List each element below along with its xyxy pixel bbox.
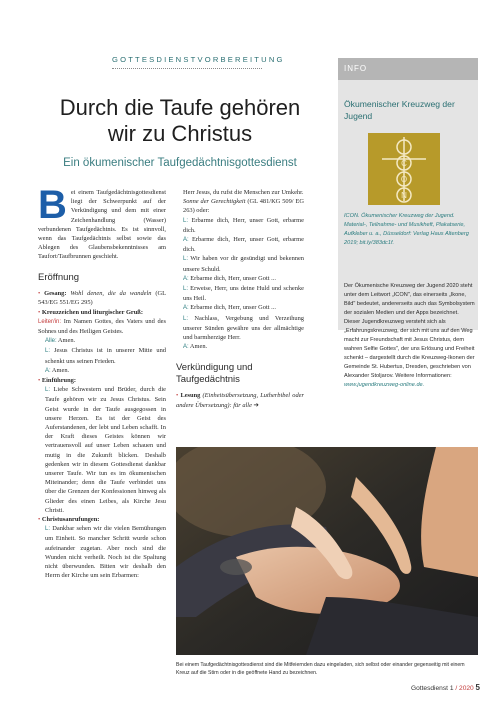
role-l: L:	[45, 526, 51, 533]
bullet-icon: •	[38, 290, 41, 298]
article-title-line1: Durch die Taufe gehören	[59, 95, 301, 120]
role-a: A:	[45, 367, 51, 374]
role-a: A:	[183, 275, 189, 282]
l2-line	[38, 385, 166, 515]
l7-text: Nachlass, Vergebung und Verzeihung unserer Sünden gewähre uns der allmächtige und barmherzige Herr.	[183, 314, 304, 342]
l1-line	[38, 346, 166, 365]
leiter-text: Im Namen Gottes, des Vaters und des Sohnes und des Heiligen Geistes.	[38, 317, 166, 335]
role-l: L:	[183, 217, 189, 224]
a6-text: Erbarme dich, Herr, unser Gott ...	[190, 304, 276, 312]
logo-letter: O	[400, 175, 408, 184]
role-a: A:	[183, 344, 189, 351]
l1-text: Jesus Christus ist in unserer Mitte und schenkt uns seinen Frieden.	[45, 347, 166, 365]
role-l: L:	[183, 286, 189, 293]
col2-p2-rest: (GL 481/KG 509/ EG 263) oder:	[183, 198, 304, 215]
a7-line	[176, 342, 304, 352]
heading-verkuendigung	[176, 362, 304, 385]
gesang-ref: (GL 543/EG 551/EG 295)	[38, 290, 166, 307]
bullet-icon: •	[38, 376, 41, 384]
col2-p1: Herr Jesus, du rufst die Menschen zur Umkehr.	[183, 189, 304, 196]
footer-issue: 1	[449, 685, 454, 692]
gesang-title: Wohl denen, die da wandeln	[70, 290, 152, 298]
icon-logo	[368, 133, 440, 205]
page-number: 5	[475, 683, 480, 692]
info-body-text: Der Ökumenische Kreuzweg der Jugend 2020 steht unter dem Leitwort „ICON", das einerseits „Ikone, Bild" bedeutet, andererseits auch das Symbolsystem der sozialen Medien und der Apps bezeichnet. Dieser Jugendkreuzweg versteht sich als „Erfahrungskreuzweg, der sich mit uns auf den Weg macht zur Freundschaft mit Jesus Christus, dem wahren Selfie Gottes", der uns Erlösung und Freiheit schenkt – dargestellt durch die Kreuzweg-Ikonen der Gemeinde St. Hubertus, Dresden, geschrieben von Alexander Stoljarov. Weitere Informationen:	[344, 283, 475, 379]
l6-text: Erweise, Herr, uns deine Huld und schenke uns Heil.	[183, 285, 304, 303]
christus-label: Christusanrufungen:	[41, 516, 100, 523]
col2-p2-italic: Sonne der Gerechtigkeit	[183, 198, 246, 206]
lesung-label: Lesung	[180, 392, 201, 400]
bullet-icon: •	[38, 516, 41, 523]
drop-cap: B	[38, 183, 67, 227]
heading-verkuendigung-line2: Taufgedächtnis	[176, 373, 240, 385]
role-l: L:	[45, 348, 51, 355]
gesang-label: Gesang:	[44, 290, 67, 298]
alle-line	[38, 336, 166, 346]
bullet-icon: •	[38, 308, 41, 316]
l3-text: Dankbar sehen wir die vielen Bemühungen um Einheit. So mancher Schritt wurde schon aufeinander zugetan. Aber noch sind die Wunden nicht verheilt. Noch ist die Spaltung nicht überwunden. Bitten wir deshalb den Herrn der Kirche um sein Erbarmen:	[45, 525, 166, 580]
intro-paragraph	[38, 183, 166, 262]
lesung-text: (Einheitsübersetzung, Lutherbibel oder andere Übersetzung): für alle	[176, 392, 304, 409]
einfuehrung-label: Einführung:	[41, 376, 76, 384]
a5-line	[176, 274, 304, 284]
role-alle: Alle:	[45, 338, 57, 345]
column-1	[38, 183, 166, 580]
a1-line	[38, 366, 166, 376]
l4-line	[176, 216, 304, 235]
role-leiter: Leiter/in:	[38, 318, 62, 325]
article-title-line2: wir zu Christus	[107, 121, 253, 146]
l5-line	[176, 254, 304, 273]
intro-text: ei einem Taufgedächtnisgottesdienst liegt der Schwerpunkt auf der Verkündigung und dem mit einer Zeichenhandlung (Wasser) verbundenen Taufgedächtnis. Es ist sinnvoll, wenn das Taufgedächtnis selbst sowie das Ablegen des Glaubensbekenntnisses am Taufort/Taufbrunnen geschieht.	[38, 189, 166, 261]
kreuzzeichen-item	[38, 308, 166, 317]
continue-arrow-icon: ➔	[253, 400, 259, 409]
heading-eroeffnung: Eröffnung	[38, 271, 80, 283]
info-caption: ICON. Ökumenischer Kreuzweg der Jugend. Material-, Teilnahme- und Musikheft, Plakatserie, Aufkleber u. a., Düsseldorf: Verlag Haus Altenberg 2019; bit.ly/383dc1f.	[344, 213, 469, 246]
info-title: Ökumenischer Kreuzweg der Jugend	[344, 99, 455, 121]
article-title	[30, 95, 330, 147]
l5-text: Wir haben vor dir gesündigt und bekennen unsere Schuld.	[183, 255, 304, 273]
leiter-line	[38, 317, 166, 336]
footer-separator: /	[455, 685, 458, 692]
heading-verkuendigung-line1: Verkündigung und	[176, 362, 253, 374]
l4-text: Erbarme dich, Herr, unser Gott, erbarme dich.	[183, 216, 304, 234]
hands-photo-graphic	[176, 447, 478, 655]
kicker-divider	[112, 68, 262, 69]
l2-text: Liebe Schwestern und Brüder, durch die Taufe gehören wir zu Jesus Christus. Sein Geist wurde in der Taufe ausgegossen in unsere Herzen. Es ist der Geist des Auferstandenen, der lebt und Leben schafft. In der Kraft dieses Geistes können wir vertrauensvoll auf unser Leben schauen und mutig in die Zukunft blicken. Deshalb gedenken wir in diesem Gottesdienst dankbar unserer Taufe. Wir tun es im ökumenischen Miteinander; denn die Taufe verbindet uns über die Grenzen der Konfessionen hinweg als Glieder des einen Leibes, als Kirche Jesu Christi.	[45, 386, 166, 514]
role-a: A:	[183, 305, 189, 312]
logo-letter: I	[402, 143, 406, 152]
a5-text: Erbarme dich, Herr, unser Gott ...	[190, 274, 276, 282]
info-body	[344, 282, 476, 390]
info-label: INFO	[338, 58, 478, 80]
role-a: A:	[183, 237, 189, 244]
a6-line	[176, 303, 304, 313]
footer-year: 2020	[459, 685, 474, 692]
kreuzzeichen-label: Kreuzzeichen und liturgischer Gruß:	[41, 308, 143, 316]
photo-caption: Bei einem Taufgedächtnisgottesdienst sind die Mitfeiernden dazu eingeladen, sich selbst oder einander gegenseitig mit einem Kreuz auf die Stirn oder in die geöffnete Hand zu bezeichnen.	[176, 662, 465, 676]
photo-hands	[176, 447, 478, 655]
role-l: L:	[45, 387, 51, 394]
article-subtitle: Ein ökumenischer Taufgedächtnisgottesdienst	[63, 157, 297, 169]
a4-text: Erbarme dich, Herr, unser Gott, erbarme dich.	[183, 236, 304, 254]
bullet-icon: •	[176, 392, 179, 400]
logo-letter: C	[401, 159, 407, 168]
col2-p2	[176, 197, 304, 215]
page-footer	[380, 683, 480, 692]
alle-text: Amen.	[57, 337, 76, 345]
logo-letter: N	[401, 191, 407, 200]
column-2	[176, 188, 304, 410]
info-link[interactable]: www.jugendkreuzweg-online.de.	[344, 382, 425, 388]
section-kicker: GOTTESDIENSTVORBEREITUNG	[112, 55, 285, 64]
l7-line	[176, 314, 304, 343]
christus-item	[38, 515, 166, 524]
l3-line	[38, 524, 166, 580]
einfuehrung-item	[38, 376, 166, 385]
footer-magazine: Gottesdienst	[410, 685, 448, 692]
lesung-item	[176, 391, 304, 409]
l6-line	[176, 284, 304, 303]
a7-text: Amen.	[189, 343, 208, 351]
role-l: L:	[183, 256, 189, 263]
role-l: L:	[183, 315, 189, 322]
icon-logo-graphic	[368, 133, 440, 205]
a4-line	[176, 235, 304, 254]
gesang-item	[38, 289, 166, 307]
a1-text: Amen.	[51, 366, 70, 374]
